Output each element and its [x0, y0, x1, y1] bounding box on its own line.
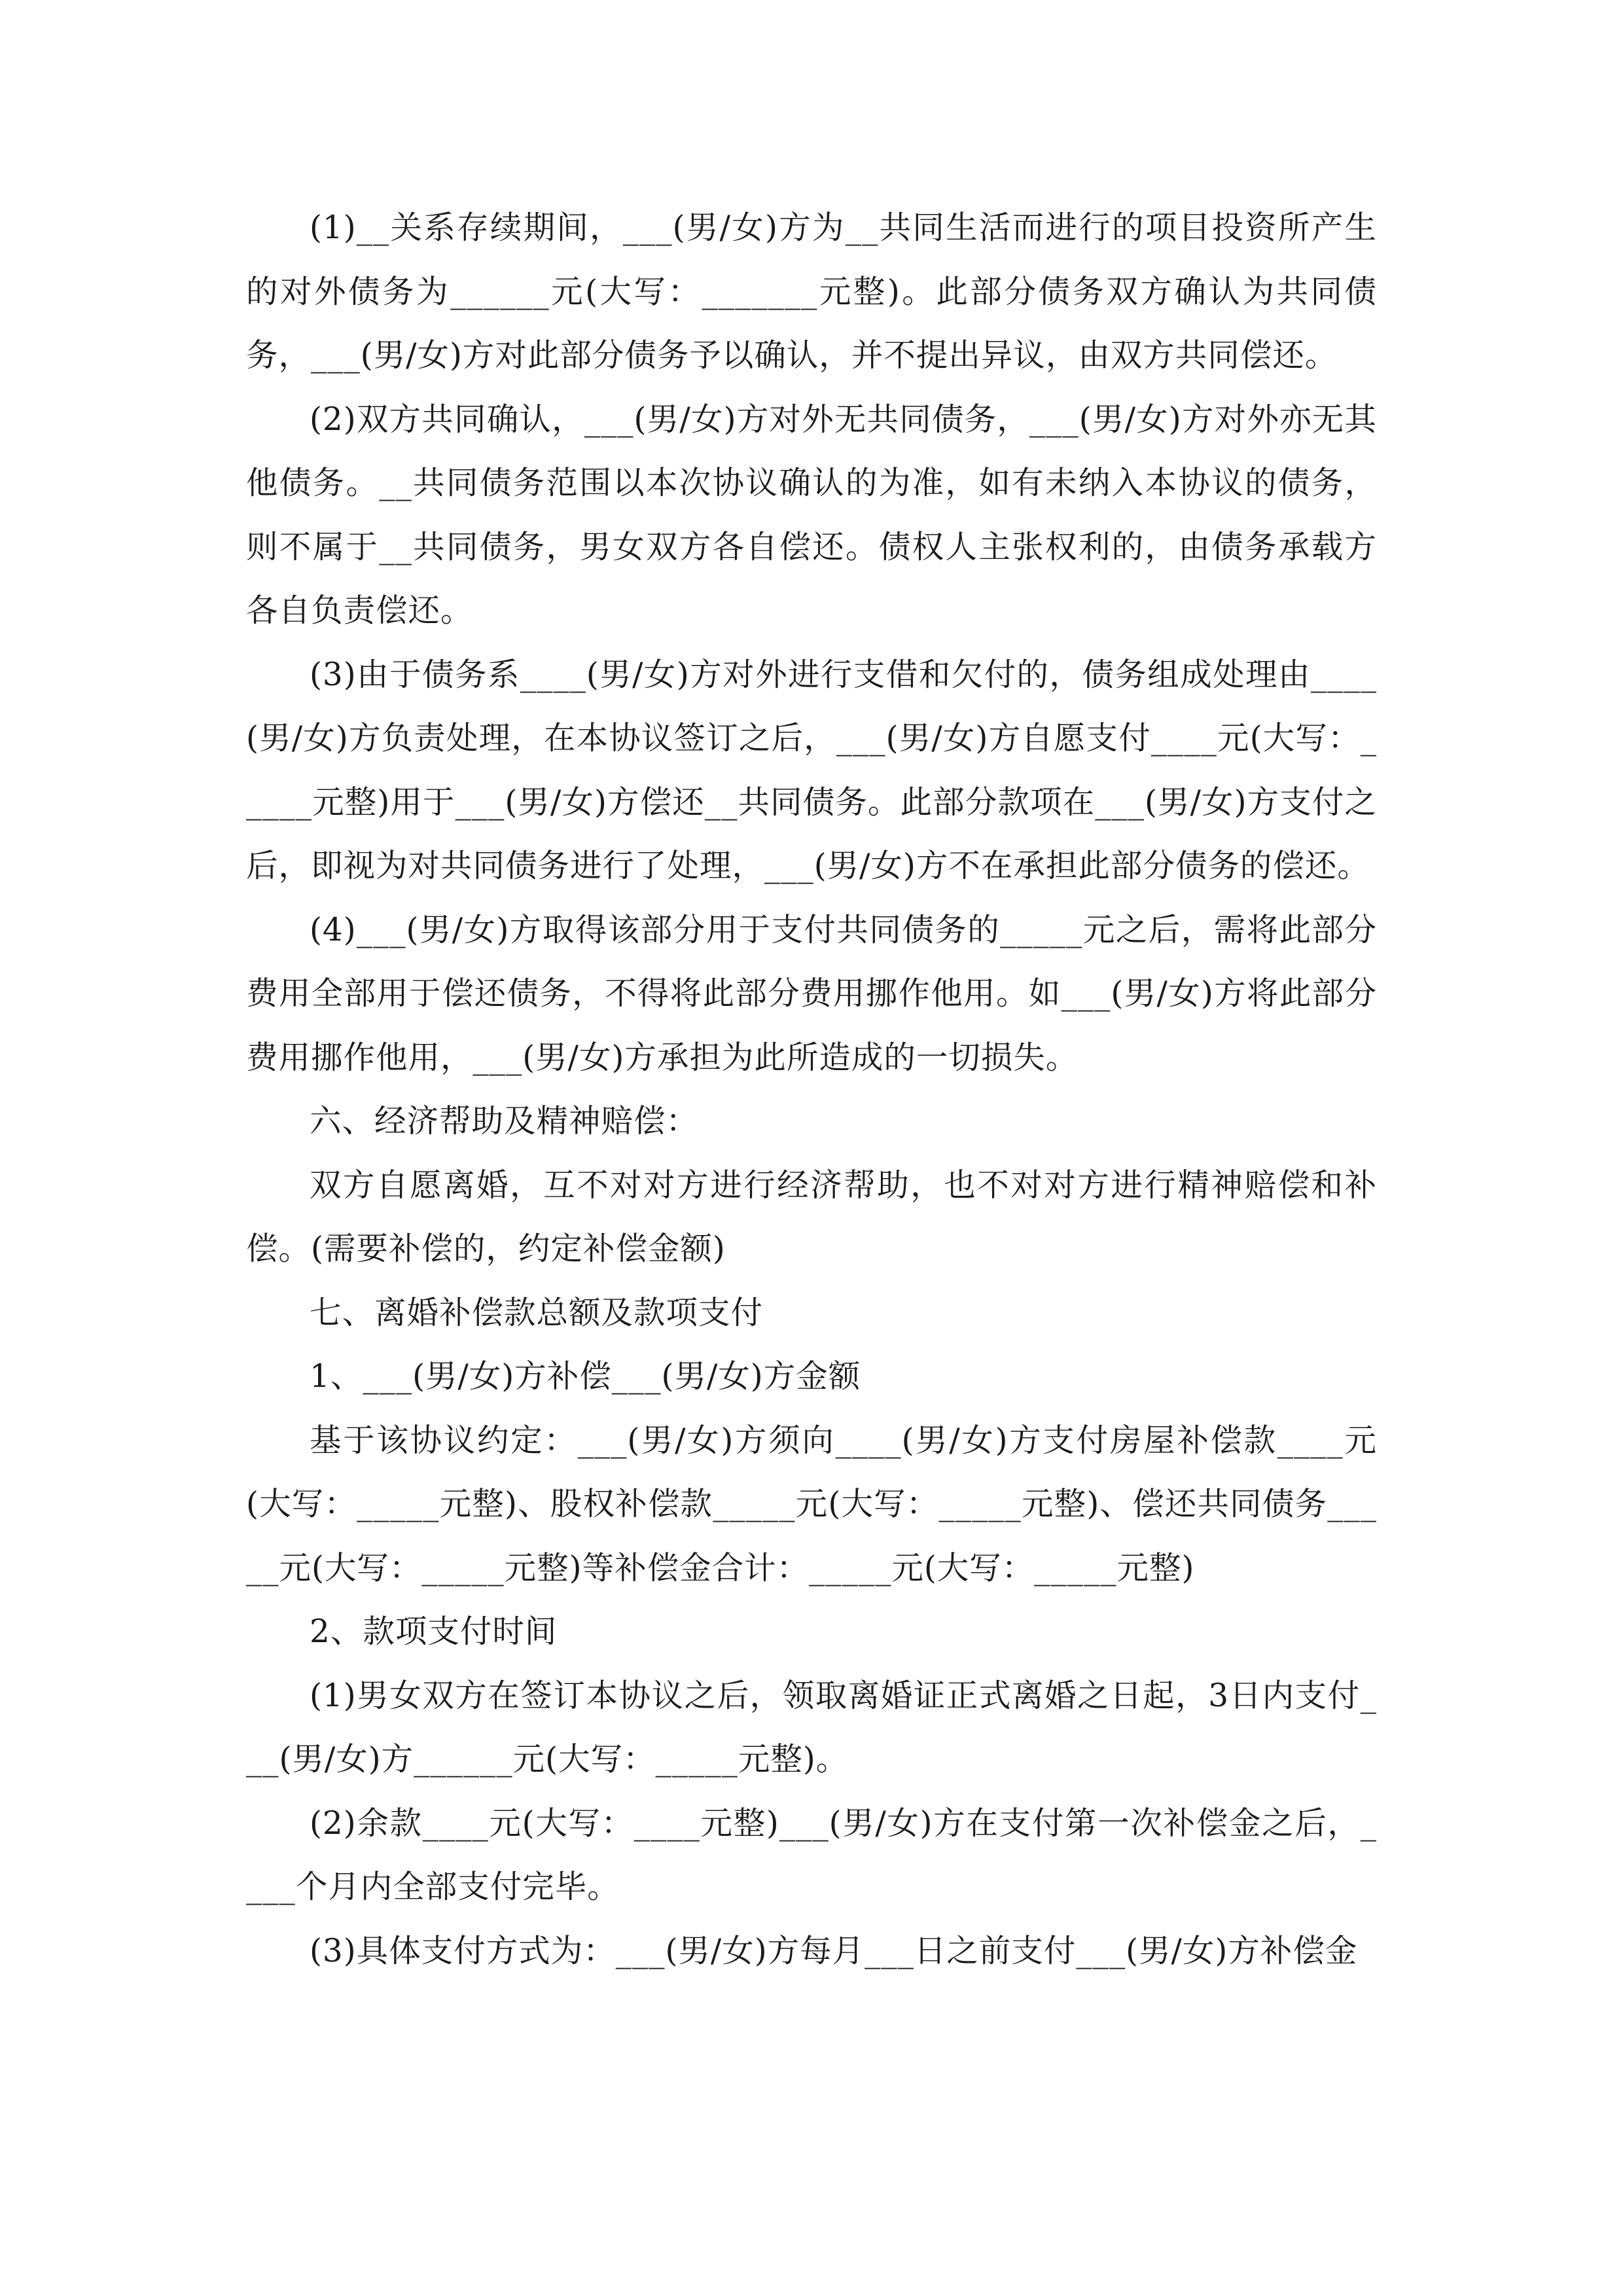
payment-clause-3: (3)具体支付方式为：___(男/女)方每月___日之前支付___(男/女)方补偿金 [310, 1932, 1358, 1969]
payment-clause-2: (2)余款____元(大写：____元整)___(男/女)方在支付第一次补偿金之后，____个月内全部支付完毕。 [246, 1804, 1377, 1905]
debt-clause-3: (3)由于债务系____(男/女)方对外进行支借和欠付的，债务组成处理由____(男/女)方负责处理，在本协议签订之后，___(男/女)方自愿支付____元(大写：_____元整)用于___(男/女)方偿还__共同债务。此部分款项在___(男/女)方支付之后，即视为对共同债务进行了处理，___(男/女)方不在承担此部分债务的偿还。 [246, 656, 1377, 884]
debt-clause-2: (2)双方共同确认，___(男/女)方对外无共同债务，___(男/女)方对外亦无其他债务。__共同债务范围以本次协议确认的为准，如有未纳入本协议的债务，则不属于__共同债务，男女双方各自偿还。债权人主张权利的，由债务承载方各自负责偿还。 [246, 401, 1377, 629]
subheading-compensation-amount: 1、___(男/女)方补偿___(男/女)方金额 [310, 1358, 861, 1395]
compensation-total-clause: 基于该协议约定：___(男/女)方须向____(男/女)方支付房屋补偿款____元(大写：_____元整)、股权补偿款_____元(大写：_____元整)、偿还共同债务_____元(大写：_____元整)等补偿金合计：_____元(大写：_____元整) [246, 1422, 1377, 1587]
document-page [246, 196, 1377, 1983]
subheading-payment-time: 2、款项支付时间 [310, 1613, 558, 1650]
section-6-body: 双方自愿离婚，互不对对方进行经济帮助，也不对对方进行精神赔偿和补偿。(需要补偿的，约定补偿金额) [246, 1166, 1377, 1267]
section-heading-7: 七、离婚补偿款总额及款项支付 [310, 1294, 764, 1331]
payment-clause-1: (1)男女双方在签订本协议之后，领取离婚证正式离婚之日起，3日内支付___(男/女)方______元(大写：_____元整)。 [246, 1677, 1377, 1778]
debt-clause-1: (1)__关系存续期间，___(男/女)方为__共同生活而进行的项目投资所产生的对外债务为______元(大写：_______元整)。此部分债务双方确认为共同债务，___(男/女)方对此部分债务予以确认，并不提出异议，由双方共同偿还。 [246, 209, 1377, 374]
debt-clause-4: (4)___(男/女)方取得该部分用于支付共同债务的_____元之后，需将此部分费用全部用于偿还债务，不得将此部分费用挪作他用。如___(男/女)方将此部分费用挪作他用，___(男/女)方承担为此所造成的一切损失。 [246, 911, 1377, 1076]
section-heading-6: 六、经济帮助及精神赔偿： [310, 1103, 699, 1139]
